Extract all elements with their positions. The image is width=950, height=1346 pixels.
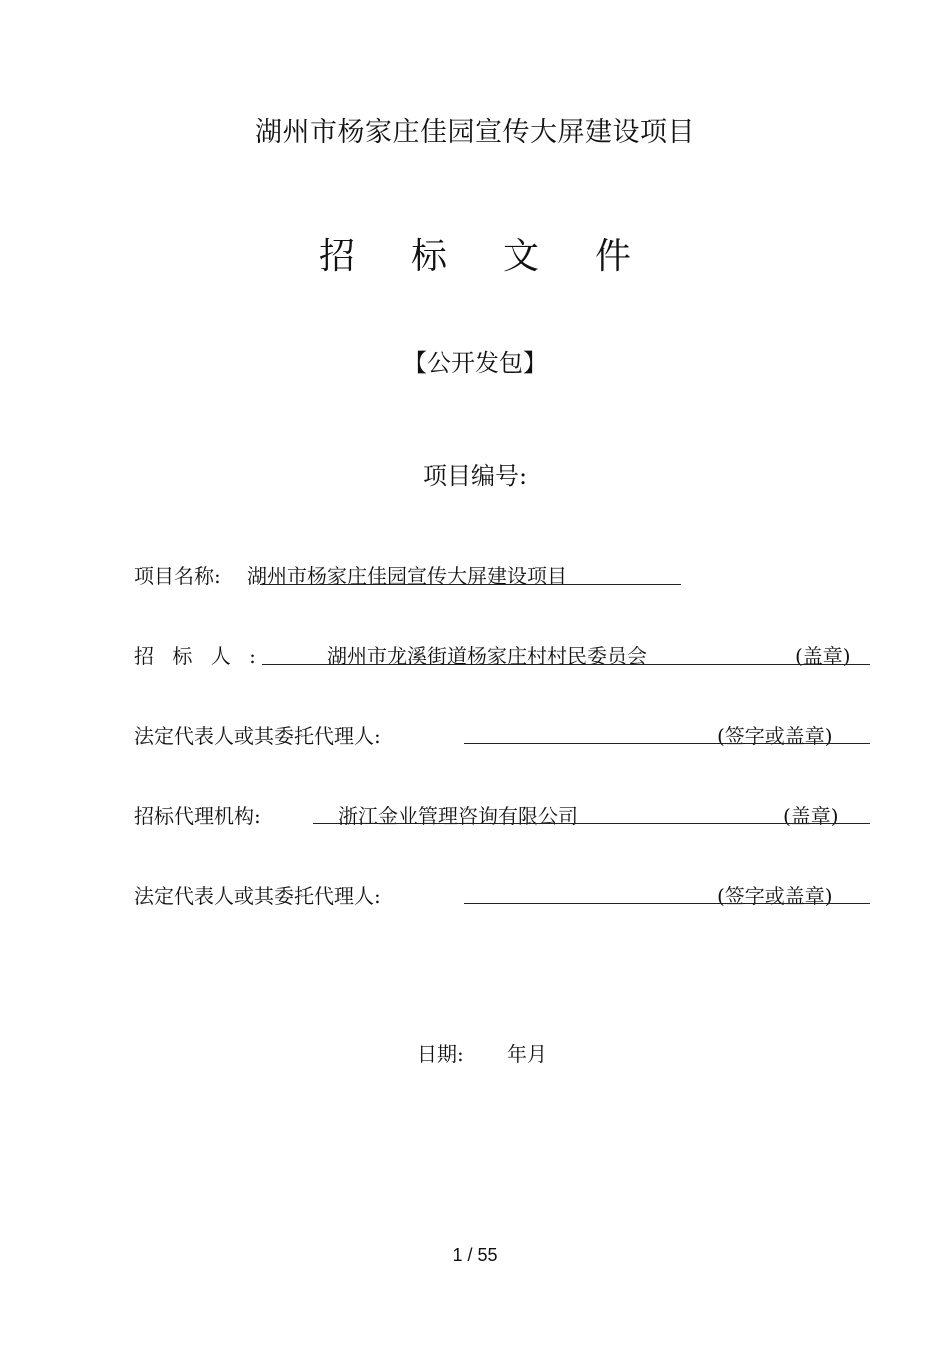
- agency-seal-note: (盖章): [783, 804, 839, 828]
- project-name-label: 项目名称:: [134, 564, 221, 588]
- tenderer-label: 招 标 人 :: [134, 644, 262, 668]
- legal-rep-label-1: 法定代表人或其委托代理人:: [134, 724, 381, 748]
- legal-rep-underline-1: [464, 743, 870, 744]
- agency-label: 招标代理机构:: [134, 804, 261, 828]
- project-name-value: 湖州市杨家庄佳园宣传大屏建设项目: [247, 564, 567, 588]
- legal-rep-underline-2: [464, 903, 870, 904]
- tenderer-seal-note: (盖章): [795, 644, 851, 668]
- tenderer-value: 湖州市龙溪街道杨家庄村村民委员会: [327, 644, 647, 668]
- date-label: 日期:: [417, 1042, 464, 1066]
- agency-underline: [313, 823, 870, 824]
- document-title: 招标文件: [318, 236, 687, 277]
- project-name-underline: [260, 584, 681, 585]
- legal-rep-label-2: 法定代表人或其委托代理人:: [134, 884, 381, 908]
- project-title: 湖州市杨家庄佳园宣传大屏建设项目: [255, 117, 695, 148]
- page-number: 1 / 55: [452, 1245, 498, 1265]
- legal-rep-sign-note-1: (签字或盖章): [717, 724, 833, 748]
- tenderer-underline: [262, 664, 870, 665]
- date-value: 年月: [507, 1042, 547, 1066]
- agency-value: 浙江金业管理咨询有限公司: [338, 804, 578, 828]
- bid-type: 【公开发包】: [403, 349, 547, 377]
- legal-rep-sign-note-2: (签字或盖章): [717, 884, 833, 908]
- project-number-label: 项目编号:: [422, 462, 528, 490]
